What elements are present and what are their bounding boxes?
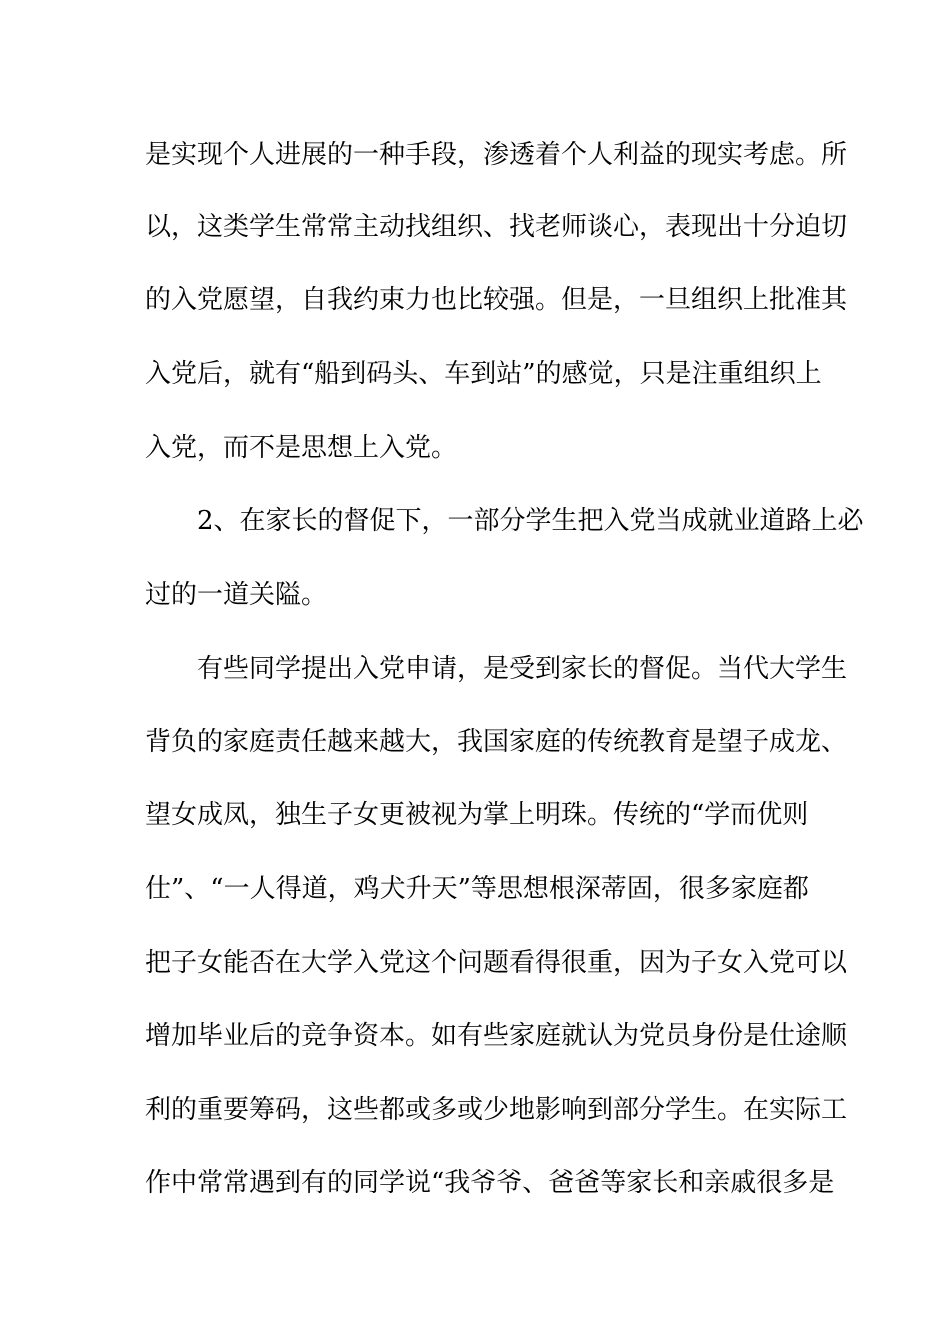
body-text-line: 有些同学提出入党申请，是受到家长的督促。当代大学生 bbox=[197, 654, 848, 684]
body-text-line: 以，这类学生常常主动找组织、找老师谈心，表现出十分迫切 bbox=[145, 212, 848, 242]
body-text-line: 仕”、“一人得道，鸡犬升天”等思想根深蒂固，很多家庭都 bbox=[145, 874, 809, 904]
body-text-line: 利的重要筹码，这些都或多或少地影响到部分学生。在实际工 bbox=[145, 1095, 848, 1125]
body-text-line: 作中常常遇到有的同学说“我爷爷、爸爸等家长和亲戚很多是 bbox=[145, 1168, 835, 1198]
body-text-line: 入党，而不是思想上入党。 bbox=[145, 433, 458, 463]
body-text-line: 入党后，就有“船到码头、车到站”的感觉，只是注重组织上 bbox=[145, 359, 822, 389]
body-text-line: 增加毕业后的竞争资本。如有些家庭就认为党员身份是仕途顺 bbox=[145, 1021, 848, 1051]
paragraph-heading-line: 过的一道关隘。 bbox=[145, 580, 328, 610]
body-text-line: 把子女能否在大学入党这个问题看得很重，因为子女入党可以 bbox=[145, 948, 848, 978]
body-text-line: 背负的家庭责任越来越大，我国家庭的传统教育是望子成龙、 bbox=[145, 727, 848, 757]
paragraph-heading-line: 2、在家长的督促下，一部分学生把入党当成就业道路上必 bbox=[197, 506, 864, 536]
body-text-line: 是实现个人进展的一种手段，渗透着个人利益的现实考虑。所 bbox=[145, 140, 848, 170]
body-text-line: 望女成凤，独生子女更被视为掌上明珠。传统的“学而优则 bbox=[145, 800, 809, 830]
body-text-line: 的入党愿望，自我约束力也比较强。但是，一旦组织上批准其 bbox=[145, 285, 848, 315]
